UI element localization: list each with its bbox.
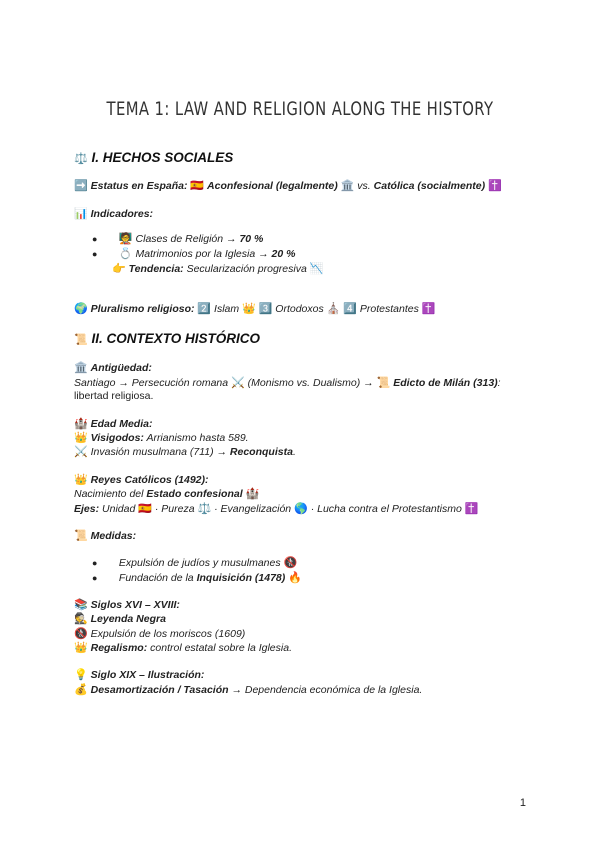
crown-icon: 👑 (74, 432, 88, 444)
scroll-icon: 📜 (376, 377, 391, 389)
ring-icon: 💍 (118, 248, 133, 260)
scales-icon: ⚖️ (197, 503, 212, 515)
number-four-icon: 4️⃣ (343, 303, 357, 315)
tendencia-line: 👉 Tendencia: Secularización progresiva 📉 (112, 263, 324, 275)
section-heading-contexto-historico: 📜 II. CONTEXTO HISTÓRICO (74, 331, 260, 346)
crown-icon: 👑 (74, 474, 88, 486)
list-item: ● Expulsión de judíos y musulmanes 🚷 (92, 557, 298, 569)
number-three-icon: 3️⃣ (258, 303, 273, 315)
medidas-label: 📜 Medidas: (74, 530, 137, 542)
invasion-line: ⚔️ Invasión musulmana (711) → Reconquista. (74, 446, 296, 458)
globe-icon: 🌎 (294, 503, 308, 515)
regalismo-line: 👑 Regalismo: control estatal sobre la Iglesia. (74, 642, 292, 654)
pointing-hand-icon: 👉 (112, 263, 126, 275)
fire-icon: 🔥 (288, 572, 302, 584)
church-icon: ⛪ (326, 303, 341, 315)
swords-icon: ⚔️ (231, 377, 245, 389)
visigodos-line: 👑 Visigodos: Arrianismo hasta 589. (74, 432, 249, 444)
no-entry-icon: 🚷 (74, 628, 88, 640)
pluralismo-line: 🌍 Pluralismo religioso: 2️⃣ Islam 👑 3️⃣ Ortodoxos ⛪ 4️⃣ Protestantes ✝️ (74, 303, 436, 315)
swords-icon: ⚔️ (74, 446, 88, 458)
list-item: ● Fundación de la Inquisición (1478) 🔥 (92, 572, 302, 584)
cross-icon: ✝️ (464, 503, 479, 515)
siglo-xix-label: 💡 Siglo XIX – Ilustración: (74, 669, 205, 681)
number-two-icon: 2️⃣ (197, 303, 212, 315)
crown-icon: 👑 (242, 303, 256, 315)
castle-icon: 🏰 (74, 418, 88, 430)
estatus-line: ➡️ Estatus en España: 🇪🇸 Aconfesional (legalmente) 🏛️ vs. Católica (socialmente) ✝️ (74, 180, 502, 192)
document-title: TEMA 1: LAW AND RELIGION ALONG THE HISTORY (106, 98, 494, 120)
spain-flag-icon: 🇪🇸 (190, 180, 205, 192)
detective-icon: 🕵️ (74, 613, 88, 625)
teacher-icon: 🧑‍🏫 (118, 233, 133, 245)
no-entry-icon: 🚷 (283, 557, 298, 569)
lightbulb-icon: 💡 (74, 669, 88, 681)
spain-flag-icon: 🇪🇸 (138, 503, 152, 515)
crown-icon: 👑 (74, 642, 88, 654)
leyenda-negra-line: 🕵️ Leyenda Negra (74, 613, 166, 625)
building-icon: 🏛️ (340, 180, 355, 192)
money-bag-icon: 💰 (74, 684, 88, 696)
antiguedad-line-2: libertad religiosa. (74, 390, 154, 402)
scales-icon: ⚖️ (74, 153, 88, 165)
chart-down-icon: 📉 (309, 263, 324, 275)
building-icon: 🏛️ (74, 362, 88, 374)
siglos-label: 📚 Siglos XVI – XVIII: (74, 599, 180, 611)
section-heading-hechos-sociales: ⚖️ I. HECHOS SOCIALES (74, 150, 234, 165)
list-item: ● 💍 Matrimonios por la Iglesia → 20 % (92, 248, 296, 260)
reyes-line: Nacimiento del Estado confesional 🏰 (74, 488, 260, 500)
indicadores-label: 📊 Indicadores: (74, 208, 154, 220)
cross-icon: ✝️ (421, 303, 436, 315)
desamortizacion-line: 💰 Desamortización / Tasación → Dependencia económica de la Iglesia. (74, 684, 423, 696)
list-item: ● 🧑‍🏫 Clases de Religión → 70 % (92, 233, 264, 245)
globe-icon: 🌍 (74, 303, 88, 315)
cross-icon: ✝️ (488, 180, 502, 192)
scroll-icon: 📜 (74, 334, 88, 346)
edad-media-label: 🏰 Edad Media: (74, 418, 153, 430)
antiguedad-line: Santiago → Persecución romana ⚔️ (Monismo vs. Dualismo) → 📜 Edicto de Milán (313): (74, 377, 501, 389)
ejes-line: Ejes: Unidad 🇪🇸 · Pureza ⚖️ · Evangelización 🌎 · Lucha contra el Protestantismo ✝️ (74, 503, 479, 515)
reyes-label: 👑 Reyes Católicos (1492): (74, 474, 209, 486)
books-icon: 📚 (74, 599, 88, 611)
castle-icon: 🏰 (245, 488, 260, 500)
antiguedad-label: 🏛️ Antigüedad: (74, 362, 152, 374)
page-number: 1 (519, 797, 526, 809)
arrow-right-icon: ➡️ (74, 180, 88, 192)
bar-chart-icon: 📊 (74, 208, 88, 220)
scroll-icon: 📜 (74, 530, 88, 542)
moriscos-line: 🚷 Expulsión de los moriscos (1609) (74, 628, 246, 640)
